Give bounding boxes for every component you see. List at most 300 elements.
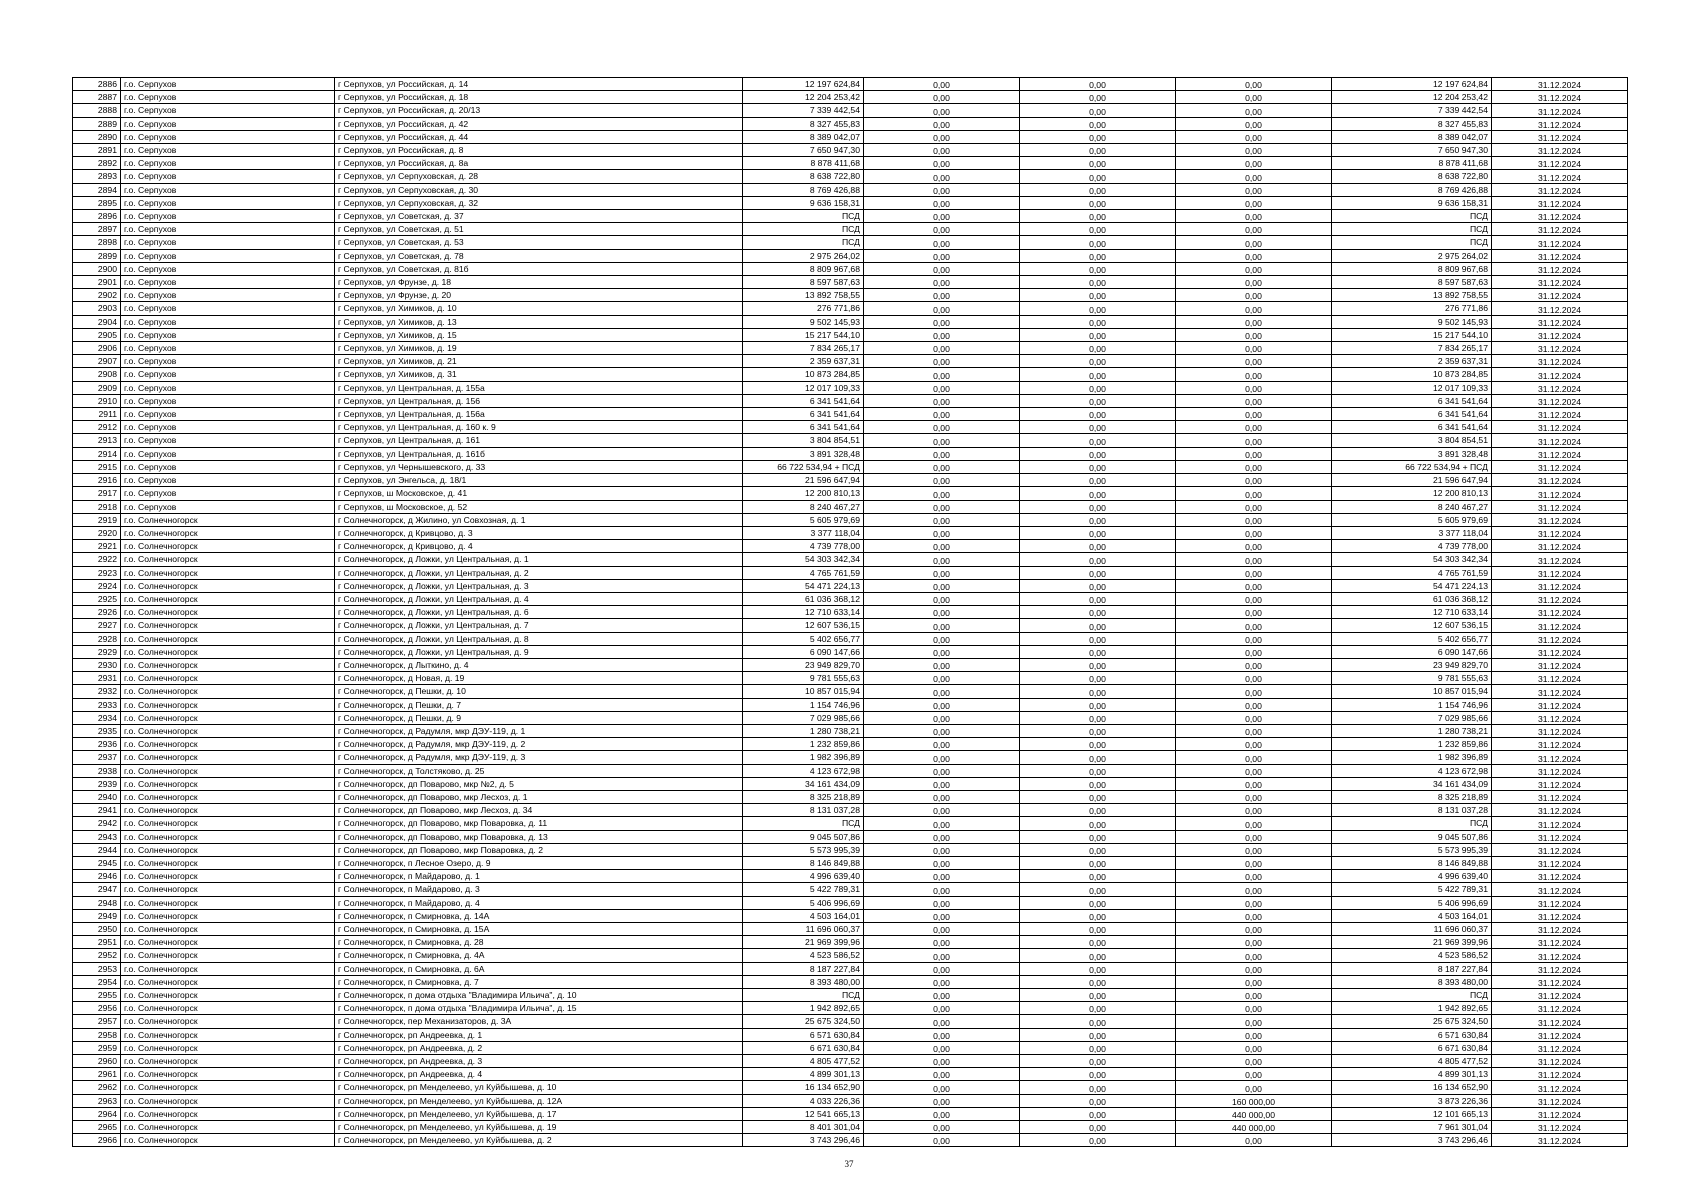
row-number-cell: 2956 [73, 1002, 121, 1015]
date-cell: 31.12.2024 [1492, 328, 1628, 341]
total-cost-cell: 2 359 637,31 [743, 355, 864, 368]
amount-col-6-cell: 0,00 [1020, 724, 1176, 737]
total-cost-cell: ПСД [743, 817, 864, 830]
row-number-cell: 2924 [73, 579, 121, 592]
table-row [73, 724, 1628, 737]
amount-col-7-cell: 0,00 [1176, 144, 1332, 157]
date-cell: 31.12.2024 [1492, 408, 1628, 421]
remaining-cost-cell: 4 523 586,52 [1332, 949, 1492, 962]
row-number-cell: 2940 [73, 790, 121, 803]
total-cost-cell: 1 982 396,89 [743, 751, 864, 764]
total-cost-cell: 4 503 164,01 [743, 909, 864, 922]
row-number-cell: 2928 [73, 632, 121, 645]
amount-col-5-cell: 0,00 [864, 1134, 1020, 1147]
date-cell: 31.12.2024 [1492, 658, 1628, 671]
address-cell: г Серпухов, ул Центральная, д. 161б [335, 447, 743, 460]
date-cell: 31.12.2024 [1492, 962, 1628, 975]
row-number-cell: 2908 [73, 368, 121, 381]
municipality-cell: г.о. Серпухов [121, 78, 335, 91]
amount-col-7-cell: 0,00 [1176, 394, 1332, 407]
table-row [73, 487, 1628, 500]
row-number-cell: 2926 [73, 606, 121, 619]
table-row [73, 1028, 1628, 1041]
table-row [73, 989, 1628, 1002]
amount-col-6-cell: 0,00 [1020, 923, 1176, 936]
total-cost-cell: 1 154 746,96 [743, 698, 864, 711]
amount-col-5-cell: 0,00 [864, 487, 1020, 500]
amount-col-6-cell: 0,00 [1020, 962, 1176, 975]
amount-col-5-cell: 0,00 [864, 975, 1020, 988]
amount-col-5-cell: 0,00 [864, 368, 1020, 381]
date-cell: 31.12.2024 [1492, 487, 1628, 500]
table-row [73, 896, 1628, 909]
date-cell: 31.12.2024 [1492, 381, 1628, 394]
remaining-cost-cell: ПСД [1332, 817, 1492, 830]
amount-col-6-cell: 0,00 [1020, 909, 1176, 922]
amount-col-6-cell: 0,00 [1020, 302, 1176, 315]
total-cost-cell: 6 671 630,84 [743, 1041, 864, 1054]
address-cell: г Солнечногорск, д Новая, д. 19 [335, 672, 743, 685]
address-cell: г Солнечногорск, п Смирновка, д. 7 [335, 975, 743, 988]
date-cell: 31.12.2024 [1492, 817, 1628, 830]
amount-col-5-cell: 0,00 [864, 1121, 1020, 1134]
table-row [73, 764, 1628, 777]
total-cost-cell: 8 638 722,80 [743, 170, 864, 183]
register-table [72, 77, 1628, 1147]
row-number-cell: 2963 [73, 1094, 121, 1107]
row-number-cell: 2903 [73, 302, 121, 315]
date-cell: 31.12.2024 [1492, 606, 1628, 619]
municipality-cell: г.о. Солнечногорск [121, 685, 335, 698]
amount-col-6-cell: 0,00 [1020, 487, 1176, 500]
total-cost-cell: 16 134 652,90 [743, 1081, 864, 1094]
address-cell: г Серпухов, ул Центральная, д. 160 к. 9 [335, 421, 743, 434]
table-row [73, 579, 1628, 592]
municipality-cell: г.о. Солнечногорск [121, 817, 335, 830]
table-row [73, 606, 1628, 619]
date-cell: 31.12.2024 [1492, 619, 1628, 632]
amount-col-6-cell: 0,00 [1020, 144, 1176, 157]
amount-col-5-cell: 0,00 [864, 579, 1020, 592]
total-cost-cell: 6 341 541,64 [743, 408, 864, 421]
row-number-cell: 2905 [73, 328, 121, 341]
municipality-cell: г.о. Солнечногорск [121, 658, 335, 671]
row-number-cell: 2961 [73, 1068, 121, 1081]
municipality-cell: г.о. Солнечногорск [121, 1121, 335, 1134]
address-cell: г Солнечногорск, рп Андреевка, д. 2 [335, 1041, 743, 1054]
municipality-cell: г.о. Солнечногорск [121, 738, 335, 751]
amount-col-5-cell: 0,00 [864, 474, 1020, 487]
municipality-cell: г.о. Солнечногорск [121, 579, 335, 592]
row-number-cell: 2934 [73, 711, 121, 724]
amount-col-5-cell: 0,00 [864, 553, 1020, 566]
amount-col-5-cell: 0,00 [864, 883, 1020, 896]
row-number-cell: 2965 [73, 1121, 121, 1134]
municipality-cell: г.о. Солнечногорск [121, 1015, 335, 1028]
municipality-cell: г.о. Солнечногорск [121, 936, 335, 949]
row-number-cell: 2919 [73, 513, 121, 526]
amount-col-5-cell: 0,00 [864, 856, 1020, 869]
amount-col-6-cell: 0,00 [1020, 315, 1176, 328]
amount-col-6-cell: 0,00 [1020, 196, 1176, 209]
amount-col-7-cell: 0,00 [1176, 104, 1332, 117]
table-row [73, 856, 1628, 869]
row-number-cell: 2959 [73, 1041, 121, 1054]
date-cell: 31.12.2024 [1492, 500, 1628, 513]
remaining-cost-cell: 276 771,86 [1332, 302, 1492, 315]
table-row [73, 157, 1628, 170]
address-cell: г Солнечногорск, дп Поварово, мкр Поваровка, д. 11 [335, 817, 743, 830]
amount-col-5-cell: 0,00 [864, 1107, 1020, 1120]
amount-col-6-cell: 0,00 [1020, 843, 1176, 856]
remaining-cost-cell: 5 422 789,31 [1332, 883, 1492, 896]
municipality-cell: г.о. Солнечногорск [121, 606, 335, 619]
municipality-cell: г.о. Солнечногорск [121, 711, 335, 724]
row-number-cell: 2894 [73, 183, 121, 196]
amount-col-7-cell: 0,00 [1176, 619, 1332, 632]
table-row [73, 711, 1628, 724]
total-cost-cell: 8 878 411,68 [743, 157, 864, 170]
total-cost-cell: 7 339 442,54 [743, 104, 864, 117]
date-cell: 31.12.2024 [1492, 764, 1628, 777]
remaining-cost-cell: 3 891 328,48 [1332, 447, 1492, 460]
date-cell: 31.12.2024 [1492, 1015, 1628, 1028]
row-number-cell: 2939 [73, 777, 121, 790]
date-cell: 31.12.2024 [1492, 368, 1628, 381]
date-cell: 31.12.2024 [1492, 790, 1628, 803]
date-cell: 31.12.2024 [1492, 526, 1628, 539]
municipality-cell: г.о. Солнечногорск [121, 830, 335, 843]
address-cell: г Солнечногорск, пер Механизаторов, д. 3А [335, 1015, 743, 1028]
amount-col-6-cell: 0,00 [1020, 342, 1176, 355]
remaining-cost-cell: 8 325 218,89 [1332, 790, 1492, 803]
amount-col-6-cell: 0,00 [1020, 606, 1176, 619]
amount-col-5-cell: 0,00 [864, 843, 1020, 856]
total-cost-cell: 3 804 854,51 [743, 434, 864, 447]
amount-col-6-cell: 0,00 [1020, 170, 1176, 183]
address-cell: г Солнечногорск, д Пешки, д. 10 [335, 685, 743, 698]
amount-col-6-cell: 0,00 [1020, 434, 1176, 447]
total-cost-cell: 10 857 015,94 [743, 685, 864, 698]
row-number-cell: 2920 [73, 526, 121, 539]
remaining-cost-cell: 21 596 647,94 [1332, 474, 1492, 487]
address-cell: г Солнечногорск, п Майдарово, д. 1 [335, 870, 743, 883]
amount-col-6-cell: 0,00 [1020, 130, 1176, 143]
amount-col-6-cell: 0,00 [1020, 91, 1176, 104]
address-cell: г Серпухов, ул Российская, д. 42 [335, 117, 743, 130]
total-cost-cell: 12 204 253,42 [743, 91, 864, 104]
municipality-cell: г.о. Серпухов [121, 144, 335, 157]
amount-col-7-cell: 0,00 [1176, 434, 1332, 447]
municipality-cell: г.о. Солнечногорск [121, 949, 335, 962]
address-cell: г Солнечногорск, п Смирновка, д. 4А [335, 949, 743, 962]
amount-col-7-cell: 0,00 [1176, 540, 1332, 553]
address-cell: г Солнечногорск, п Лесное Озеро, д. 9 [335, 856, 743, 869]
row-number-cell: 2954 [73, 975, 121, 988]
address-cell: г Серпухов, ул Серпуховская, д. 30 [335, 183, 743, 196]
address-cell: г Солнечногорск, п Смирновка, д. 15А [335, 923, 743, 936]
amount-col-6-cell: 0,00 [1020, 513, 1176, 526]
amount-col-7-cell: 0,00 [1176, 975, 1332, 988]
remaining-cost-cell: 8 327 455,83 [1332, 117, 1492, 130]
total-cost-cell: 12 710 633,14 [743, 606, 864, 619]
amount-col-5-cell: 0,00 [864, 764, 1020, 777]
total-cost-cell: 12 541 665,13 [743, 1107, 864, 1120]
remaining-cost-cell: 61 036 368,12 [1332, 592, 1492, 605]
total-cost-cell: 8 325 218,89 [743, 790, 864, 803]
amount-col-6-cell: 0,00 [1020, 421, 1176, 434]
remaining-cost-cell: ПСД [1332, 210, 1492, 223]
total-cost-cell: 12 200 810,13 [743, 487, 864, 500]
amount-col-6-cell: 0,00 [1020, 368, 1176, 381]
row-number-cell: 2966 [73, 1134, 121, 1147]
address-cell: г Солнечногорск, рп Менделеево, ул Куйбышева, д. 17 [335, 1107, 743, 1120]
table-row [73, 540, 1628, 553]
date-cell: 31.12.2024 [1492, 513, 1628, 526]
row-number-cell: 2936 [73, 738, 121, 751]
amount-col-7-cell: 0,00 [1176, 856, 1332, 869]
municipality-cell: г.о. Солнечногорск [121, 923, 335, 936]
municipality-cell: г.о. Солнечногорск [121, 870, 335, 883]
address-cell: г Серпухов, ул Российская, д. 18 [335, 91, 743, 104]
remaining-cost-cell: 4 805 477,52 [1332, 1055, 1492, 1068]
municipality-cell: г.о. Серпухов [121, 368, 335, 381]
amount-col-6-cell: 0,00 [1020, 949, 1176, 962]
amount-col-7-cell: 0,00 [1176, 78, 1332, 91]
date-cell: 31.12.2024 [1492, 777, 1628, 790]
amount-col-5-cell: 0,00 [864, 262, 1020, 275]
remaining-cost-cell: 5 406 996,69 [1332, 896, 1492, 909]
date-cell: 31.12.2024 [1492, 117, 1628, 130]
date-cell: 31.12.2024 [1492, 724, 1628, 737]
row-number-cell: 2914 [73, 447, 121, 460]
amount-col-7-cell: 0,00 [1176, 1081, 1332, 1094]
total-cost-cell: ПСД [743, 236, 864, 249]
remaining-cost-cell: 8 187 227,84 [1332, 962, 1492, 975]
date-cell: 31.12.2024 [1492, 804, 1628, 817]
amount-col-6-cell: 0,00 [1020, 394, 1176, 407]
amount-col-6-cell: 0,00 [1020, 117, 1176, 130]
total-cost-cell: 12 017 109,33 [743, 381, 864, 394]
amount-col-7-cell: 0,00 [1176, 262, 1332, 275]
table-row [73, 434, 1628, 447]
amount-col-6-cell: 0,00 [1020, 883, 1176, 896]
address-cell: г Солнечногорск, п дома отдыха "Владимира Ильича", д. 15 [335, 1002, 743, 1015]
amount-col-7-cell: 0,00 [1176, 711, 1332, 724]
date-cell: 31.12.2024 [1492, 236, 1628, 249]
row-number-cell: 2943 [73, 830, 121, 843]
municipality-cell: г.о. Серпухов [121, 460, 335, 473]
municipality-cell: г.о. Солнечногорск [121, 909, 335, 922]
address-cell: г Серпухов, ул Российская, д. 8 [335, 144, 743, 157]
address-cell: г Солнечногорск, д Ложки, ул Центральная, д. 7 [335, 619, 743, 632]
amount-col-7-cell: 0,00 [1176, 460, 1332, 473]
amount-col-5-cell: 0,00 [864, 1041, 1020, 1054]
amount-col-7-cell: 0,00 [1176, 909, 1332, 922]
date-cell: 31.12.2024 [1492, 355, 1628, 368]
row-number-cell: 2941 [73, 804, 121, 817]
total-cost-cell: ПСД [743, 210, 864, 223]
municipality-cell: г.о. Солнечногорск [121, 1041, 335, 1054]
total-cost-cell: 25 675 324,50 [743, 1015, 864, 1028]
amount-col-7-cell: 0,00 [1176, 830, 1332, 843]
remaining-cost-cell: 8 393 480,00 [1332, 975, 1492, 988]
amount-col-7-cell: 0,00 [1176, 566, 1332, 579]
municipality-cell: г.о. Серпухов [121, 249, 335, 262]
row-number-cell: 2922 [73, 553, 121, 566]
table-row [73, 843, 1628, 856]
remaining-cost-cell: 12 204 253,42 [1332, 91, 1492, 104]
address-cell: г Серпухов, ул Российская, д. 14 [335, 78, 743, 91]
amount-col-5-cell: 0,00 [864, 1068, 1020, 1081]
remaining-cost-cell: 8 769 426,88 [1332, 183, 1492, 196]
total-cost-cell: 8 597 587,63 [743, 276, 864, 289]
table-row [73, 1081, 1628, 1094]
amount-col-5-cell: 0,00 [864, 91, 1020, 104]
address-cell: г Серпухов, ул Центральная, д. 156 [335, 394, 743, 407]
row-number-cell: 2929 [73, 645, 121, 658]
amount-col-5-cell: 0,00 [864, 130, 1020, 143]
municipality-cell: г.о. Серпухов [121, 104, 335, 117]
date-cell: 31.12.2024 [1492, 923, 1628, 936]
municipality-cell: г.о. Серпухов [121, 315, 335, 328]
amount-col-6-cell: 0,00 [1020, 1068, 1176, 1081]
amount-col-6-cell: 0,00 [1020, 777, 1176, 790]
date-cell: 31.12.2024 [1492, 1094, 1628, 1107]
amount-col-7-cell: 0,00 [1176, 751, 1332, 764]
amount-col-6-cell: 0,00 [1020, 645, 1176, 658]
total-cost-cell: 13 892 758,55 [743, 289, 864, 302]
table-row [73, 777, 1628, 790]
amount-col-7-cell: 0,00 [1176, 170, 1332, 183]
municipality-cell: г.о. Солнечногорск [121, 883, 335, 896]
address-cell: г Солнечногорск, д Жилино, ул Совхозная, д. 1 [335, 513, 743, 526]
table-row [73, 302, 1628, 315]
total-cost-cell: 7 834 265,17 [743, 342, 864, 355]
total-cost-cell: 6 341 541,64 [743, 421, 864, 434]
remaining-cost-cell: 7 961 301,04 [1332, 1121, 1492, 1134]
row-number-cell: 2942 [73, 817, 121, 830]
table-row [73, 210, 1628, 223]
table-row [73, 817, 1628, 830]
remaining-cost-cell: 6 341 541,64 [1332, 394, 1492, 407]
address-cell: г Серпухов, ул Советская, д. 37 [335, 210, 743, 223]
municipality-cell: г.о. Солнечногорск [121, 553, 335, 566]
amount-col-6-cell: 0,00 [1020, 566, 1176, 579]
table-row [73, 421, 1628, 434]
municipality-cell: г.о. Серпухов [121, 170, 335, 183]
date-cell: 31.12.2024 [1492, 870, 1628, 883]
table-row [73, 751, 1628, 764]
date-cell: 31.12.2024 [1492, 553, 1628, 566]
remaining-cost-cell: 12 710 633,14 [1332, 606, 1492, 619]
amount-col-7-cell: 0,00 [1176, 276, 1332, 289]
amount-col-6-cell: 0,00 [1020, 447, 1176, 460]
amount-col-6-cell: 0,00 [1020, 500, 1176, 513]
amount-col-6-cell: 0,00 [1020, 989, 1176, 1002]
date-cell: 31.12.2024 [1492, 843, 1628, 856]
remaining-cost-cell: 3 743 296,46 [1332, 1134, 1492, 1147]
total-cost-cell: 6 341 541,64 [743, 394, 864, 407]
date-cell: 31.12.2024 [1492, 698, 1628, 711]
municipality-cell: г.о. Серпухов [121, 302, 335, 315]
table-row [73, 355, 1628, 368]
amount-col-7-cell: 0,00 [1176, 698, 1332, 711]
date-cell: 31.12.2024 [1492, 1134, 1628, 1147]
table-row [73, 883, 1628, 896]
amount-col-5-cell: 0,00 [864, 790, 1020, 803]
table-row [73, 619, 1628, 632]
date-cell: 31.12.2024 [1492, 579, 1628, 592]
amount-col-6-cell: 0,00 [1020, 672, 1176, 685]
row-number-cell: 2933 [73, 698, 121, 711]
municipality-cell: г.о. Солнечногорск [121, 896, 335, 909]
amount-col-7-cell: 0,00 [1176, 381, 1332, 394]
amount-col-5-cell: 0,00 [864, 592, 1020, 605]
remaining-cost-cell: 8 809 967,68 [1332, 262, 1492, 275]
amount-col-5-cell: 0,00 [864, 170, 1020, 183]
remaining-cost-cell: 1 982 396,89 [1332, 751, 1492, 764]
address-cell: г Солнечногорск, д Кривцово, д. 4 [335, 540, 743, 553]
municipality-cell: г.о. Солнечногорск [121, 764, 335, 777]
remaining-cost-cell: 4 123 672,98 [1332, 764, 1492, 777]
row-number-cell: 2898 [73, 236, 121, 249]
row-number-cell: 2962 [73, 1081, 121, 1094]
amount-col-6-cell: 0,00 [1020, 262, 1176, 275]
remaining-cost-cell: 6 341 541,64 [1332, 408, 1492, 421]
row-number-cell: 2948 [73, 896, 121, 909]
date-cell: 31.12.2024 [1492, 949, 1628, 962]
remaining-cost-cell: 8 240 467,27 [1332, 500, 1492, 513]
table-row [73, 368, 1628, 381]
amount-col-7-cell: 0,00 [1176, 724, 1332, 737]
amount-col-6-cell: 0,00 [1020, 1134, 1176, 1147]
row-number-cell: 2958 [73, 1028, 121, 1041]
remaining-cost-cell: 3 377 118,04 [1332, 526, 1492, 539]
total-cost-cell: 1 942 892,65 [743, 1002, 864, 1015]
date-cell: 31.12.2024 [1492, 196, 1628, 209]
total-cost-cell: 276 771,86 [743, 302, 864, 315]
date-cell: 31.12.2024 [1492, 210, 1628, 223]
amount-col-7-cell: 0,00 [1176, 592, 1332, 605]
amount-col-5-cell: 0,00 [864, 777, 1020, 790]
date-cell: 31.12.2024 [1492, 1081, 1628, 1094]
municipality-cell: г.о. Солнечногорск [121, 1094, 335, 1107]
row-number-cell: 2890 [73, 130, 121, 143]
total-cost-cell: 54 471 224,13 [743, 579, 864, 592]
row-number-cell: 2932 [73, 685, 121, 698]
date-cell: 31.12.2024 [1492, 936, 1628, 949]
amount-col-6-cell: 0,00 [1020, 685, 1176, 698]
amount-col-5-cell: 0,00 [864, 394, 1020, 407]
total-cost-cell: 8 327 455,83 [743, 117, 864, 130]
row-number-cell: 2938 [73, 764, 121, 777]
amount-col-6-cell: 0,00 [1020, 78, 1176, 91]
address-cell: г Солнечногорск, д Толстяково, д. 25 [335, 764, 743, 777]
table-row [73, 474, 1628, 487]
total-cost-cell: 8 240 467,27 [743, 500, 864, 513]
amount-col-6-cell: 0,00 [1020, 738, 1176, 751]
total-cost-cell: 4 899 301,13 [743, 1068, 864, 1081]
remaining-cost-cell: 4 765 761,59 [1332, 566, 1492, 579]
row-number-cell: 2951 [73, 936, 121, 949]
amount-col-7-cell: 0,00 [1176, 764, 1332, 777]
amount-col-7-cell: 0,00 [1176, 117, 1332, 130]
amount-col-7-cell: 0,00 [1176, 91, 1332, 104]
table-row [73, 91, 1628, 104]
address-cell: г Солнечногорск, дп Поварово, мкр №2, д. 5 [335, 777, 743, 790]
date-cell: 31.12.2024 [1492, 632, 1628, 645]
